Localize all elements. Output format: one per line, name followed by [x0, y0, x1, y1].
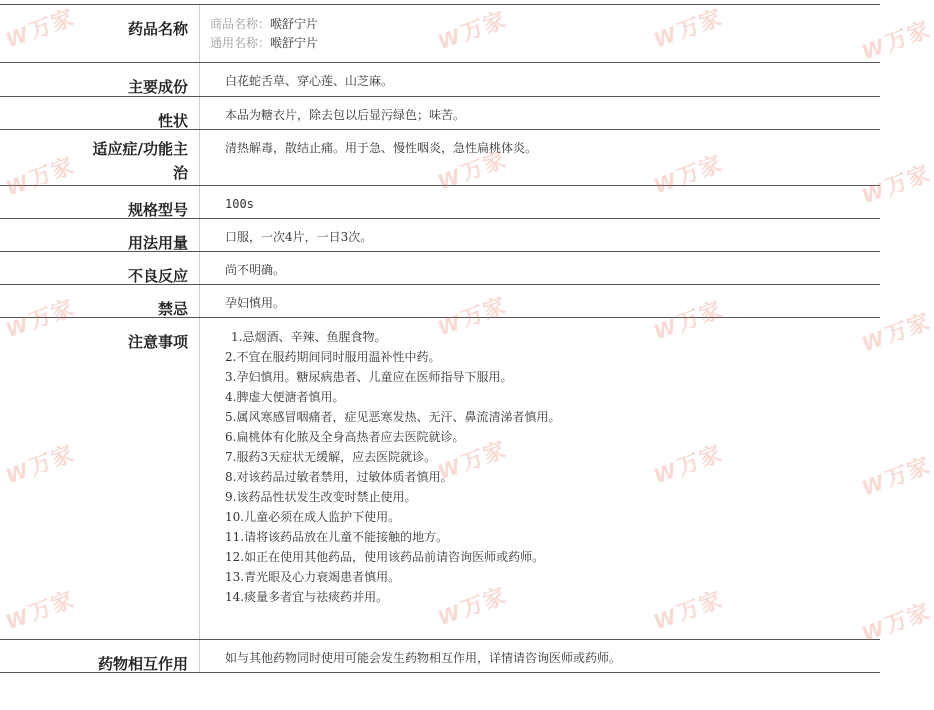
watermark-logo: W万家	[858, 161, 934, 209]
precaution-item: 3.孕妇慎用。糖尿病患者、儿童应在医师指导下服用。	[225, 370, 513, 384]
watermark-logo: W万家	[858, 17, 934, 65]
watermark-logo: W万家	[434, 293, 510, 341]
watermark-logo: W万家	[650, 587, 726, 635]
watermark-logo: W万家	[434, 147, 510, 195]
watermark-logo: W万家	[650, 297, 726, 345]
row-spec	[0, 186, 880, 219]
row-adverse-reaction	[0, 252, 880, 285]
brand-name-line	[210, 15, 880, 34]
brand-name-prefix: 商品名称：	[210, 17, 271, 31]
label-spec: 规格型号	[0, 186, 200, 218]
row-precautions	[0, 318, 880, 640]
generic-name-line	[210, 34, 880, 53]
label-adverse-reaction: 不良反应	[0, 252, 200, 284]
drug-info-table	[0, 4, 880, 673]
watermark-logo: W万家	[2, 295, 78, 343]
value-drug-name	[200, 5, 880, 62]
row-usage	[0, 219, 880, 252]
value-indication: 清热解毒，散结止痛。用于急、慢性咽炎，急性扁桃体炎。	[225, 141, 538, 155]
watermark-logo: W万家	[434, 583, 510, 631]
watermark-logo: W万家	[2, 441, 78, 489]
row-drug-interaction	[0, 640, 880, 673]
value-nature: 本品为糖衣片，除去包以后显污绿色；味苦。	[225, 108, 466, 122]
precaution-item: 11.请将该药品放在儿童不能接触的地方。	[225, 530, 449, 544]
value-contraindication: 孕妇慎用。	[225, 296, 286, 310]
precaution-item: 12.如正在使用其他药品，使用该药品前请咨询医师或药师。	[225, 550, 545, 564]
precaution-item: 4.脾虚大便溏者慎用。	[225, 390, 345, 404]
value-adverse-reaction: 尚不明确。	[225, 263, 286, 277]
precaution-item: 14.痰量多者宜与祛痰药并用。	[225, 590, 389, 604]
label-indication-line2: 治	[172, 164, 188, 182]
row-ingredient	[0, 63, 880, 97]
precaution-item: 7.服药3天症状无缓解，应去医院就诊。	[225, 450, 437, 464]
label-drug-interaction: 药物相互作用	[0, 640, 200, 672]
watermark-logo: W万家	[650, 441, 726, 489]
watermark-logo: W万家	[2, 5, 78, 53]
label-contraindication: 禁忌	[0, 285, 200, 317]
watermark-logo: W万家	[650, 5, 726, 53]
label-drug-name: 药品名称	[0, 5, 200, 62]
row-nature	[0, 97, 880, 130]
watermark-logo: W万家	[2, 587, 78, 635]
precaution-item: 6.扁桃体有化脓及全身高热者应去医院就诊。	[225, 430, 465, 444]
precaution-item: 13.青光眼及心力衰竭患者慎用。	[225, 570, 401, 584]
label-usage: 用法用量	[0, 219, 200, 251]
watermark-logo: W万家	[858, 309, 934, 357]
label-ingredient: 主要成份	[0, 63, 200, 96]
value-ingredient: 白花蛇舌草、穿心莲、山芝麻。	[225, 74, 394, 88]
watermark-logo: W万家	[858, 453, 934, 501]
watermark-logo: W万家	[434, 7, 510, 55]
label-precautions: 注意事项	[0, 318, 200, 639]
brand-name-value: 喉舒宁片	[270, 17, 319, 31]
row-drug-name	[0, 5, 880, 63]
value-spec: 100s	[225, 197, 254, 211]
precaution-item: 2.不宜在服药期间同时服用温补性中药。	[225, 350, 441, 364]
precaution-item: 9.该药品性状发生改变时禁止使用。	[225, 490, 417, 504]
label-nature: 性状	[0, 97, 200, 129]
watermark-logo: W万家	[2, 153, 78, 201]
value-precautions	[200, 318, 880, 639]
row-indication	[0, 130, 880, 186]
precaution-item: 1.忌烟酒、辛辣、鱼腥食物。	[231, 330, 387, 344]
watermark-logo: W万家	[650, 151, 726, 199]
watermark-logo: W万家	[858, 599, 934, 647]
watermark-logo: W万家	[434, 437, 510, 485]
precaution-item: 8.对该药品过敏者禁用，过敏体质者慎用。	[225, 470, 453, 484]
label-indication	[0, 130, 200, 185]
precaution-item: 5.属风寒感冒咽痛者，症见恶寒发热、无汗、鼻流清涕者慎用。	[225, 410, 561, 424]
generic-name-prefix: 通用名称：	[210, 36, 271, 50]
generic-name-value: 喉舒宁片	[270, 36, 319, 50]
precaution-item: 10.儿童必须在成人监护下使用。	[225, 510, 401, 524]
row-contraindication	[0, 285, 880, 318]
value-drug-interaction: 如与其他药物同时使用可能会发生药物相互作用，详情请咨询医师或药师。	[225, 651, 622, 665]
label-indication-line1: 适应症/功能主	[92, 140, 188, 158]
value-usage: 口服，一次4片，一日3次。	[225, 230, 373, 244]
